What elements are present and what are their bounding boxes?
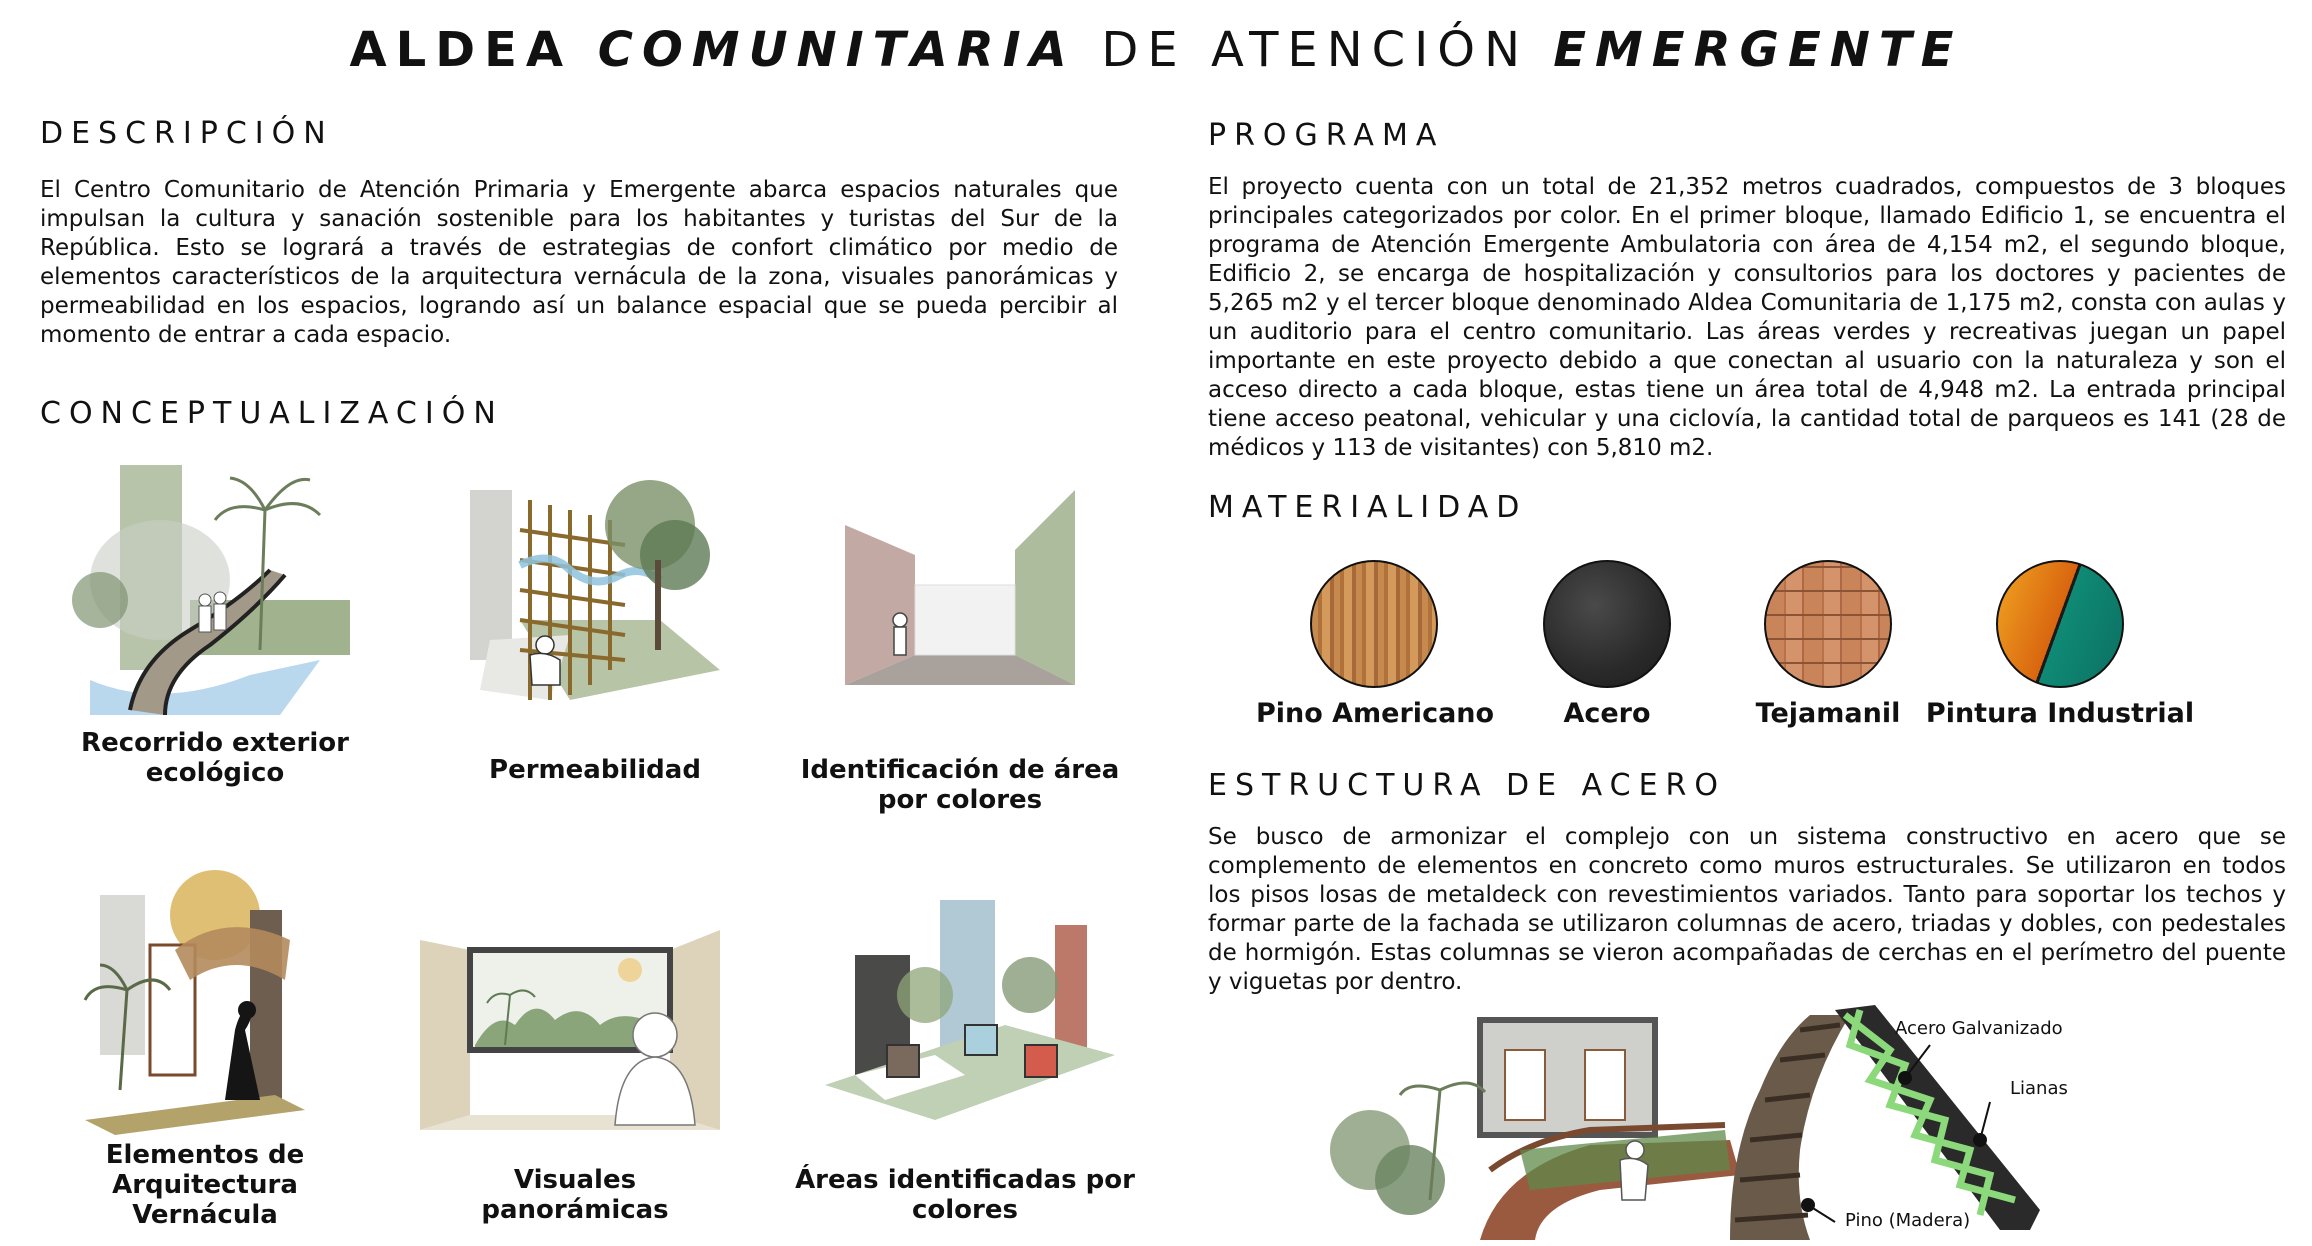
descripcion-text: El Centro Comunitario de Atención Primaria y Emergente abarca espacios naturales que impulsan la cultura y sanación sostenible para los habitantes y turistas del Sur de la República. Esto se logrará a través de estrategias de confort climático por medio de elementos característicos de la arquitectura vernácula de la zona, visuales panorámicas y permeabilidad en los espacios, logrando así un balance espacial que se pueda percibir al momento de entrar a cada espacio. (40, 177, 1118, 348)
estructura-text: Se busco de armonizar el complejo con un sistema constructivo en acero que se complemento de elementos en concreto como muros estructurales. Se utilizaron en todos los pisos losas de metaldeck con revestimientos variados. Tanto para soportar los techos y formar parte de la fachada se utilizaron columnas de acero, triadas y dobles, con pedestales de hormigón. Estas columnas se vieron acompañadas de cerchas en el perímetro del puente y viguetas por dentro. (1208, 824, 2286, 995)
descripcion-heading: DESCRIPCIÓN (40, 116, 334, 151)
material-label-acero: Acero (1563, 698, 1651, 729)
estructura-heading: ESTRUCTURA DE ACERO (1208, 768, 1726, 803)
title-part-2: COMUNITARIA (597, 22, 1102, 78)
material-label-tejamanil: Tejamanil (1755, 698, 1901, 729)
material-swatch-tejamanil (1764, 560, 1892, 688)
concept-caption-2: Permeabilidad (489, 755, 701, 785)
concept-caption-5: Visuales panorámicas (481, 1165, 669, 1225)
page-title (0, 22, 2312, 78)
panoramic-view-illustration (415, 925, 725, 1140)
concept-caption-3: Identificación de área por colores (800, 755, 1120, 815)
concept-caption-4: Elementos de Arquitectura Vernácula (105, 1140, 305, 1230)
concept-caption-6: Áreas identificadas por colores (795, 1165, 1135, 1225)
conceptualizacion-heading: CONCEPTUALIZACIÓN (40, 396, 504, 431)
material-swatch-pintura (1996, 560, 2124, 688)
color-zones-illustration (815, 895, 1115, 1125)
color-area-illustration (840, 485, 1080, 695)
label-acero-galvanizado: Acero Galvanizado (1895, 1018, 2063, 1039)
permeability-illustration (460, 470, 730, 710)
label-pino-madera: Pino (Madera) (1845, 1210, 1971, 1231)
title-part-3: DE ATENCIÓN (1101, 22, 1554, 78)
label-lianas: Lianas (2010, 1078, 2068, 1099)
programa-heading: PROGRAMA (1208, 118, 1445, 153)
programa-text: El proyecto cuenta con un total de 21,352 metros cuadrados, compuestos de 3 bloques principales categorizados por color. En el primer bloque, llamado Edificio 1, se encuentra el programa de Atención Emergente Ambulatoria con área de 4,154 m2, el segundo bloque, Edificio 2, se encarga de hospitalización y consultorios para los doctores y pacientes de 5,265 m2 y el tercer bloque denominado Aldea Comunitaria de 1,175 m2, consta con aulas y un auditorio para el centro comunitario. Las áreas verdes y recreativas juegan un papel importante en este proyecto debido a que conectan al usuario con la naturaleza y son el acceso directo a cada bloque, estas tiene un área total de 4,948 m2. La entrada principal tiene acceso peatonal, vehicular y una ciclovía, la cantidad total de parqueos es 141 (28 de médicos y 113 de visitantes) con 5,810 m2. (1208, 174, 2286, 461)
material-swatch-acero (1543, 560, 1671, 688)
title-part-1: ALDEA (349, 22, 598, 78)
material-swatch-pino (1310, 560, 1438, 688)
material-label-pintura: Pintura Industrial (1925, 698, 2195, 729)
materialidad-heading: MATERIALIDAD (1208, 490, 1528, 525)
eco-path-illustration (70, 460, 360, 720)
material-label-pino: Pino Americano (1255, 698, 1495, 729)
title-part-4: EMERGENTE (1553, 22, 1963, 78)
vernacular-illustration (75, 870, 305, 1135)
concept-caption-1: Recorrido exterior ecológico (81, 728, 349, 788)
